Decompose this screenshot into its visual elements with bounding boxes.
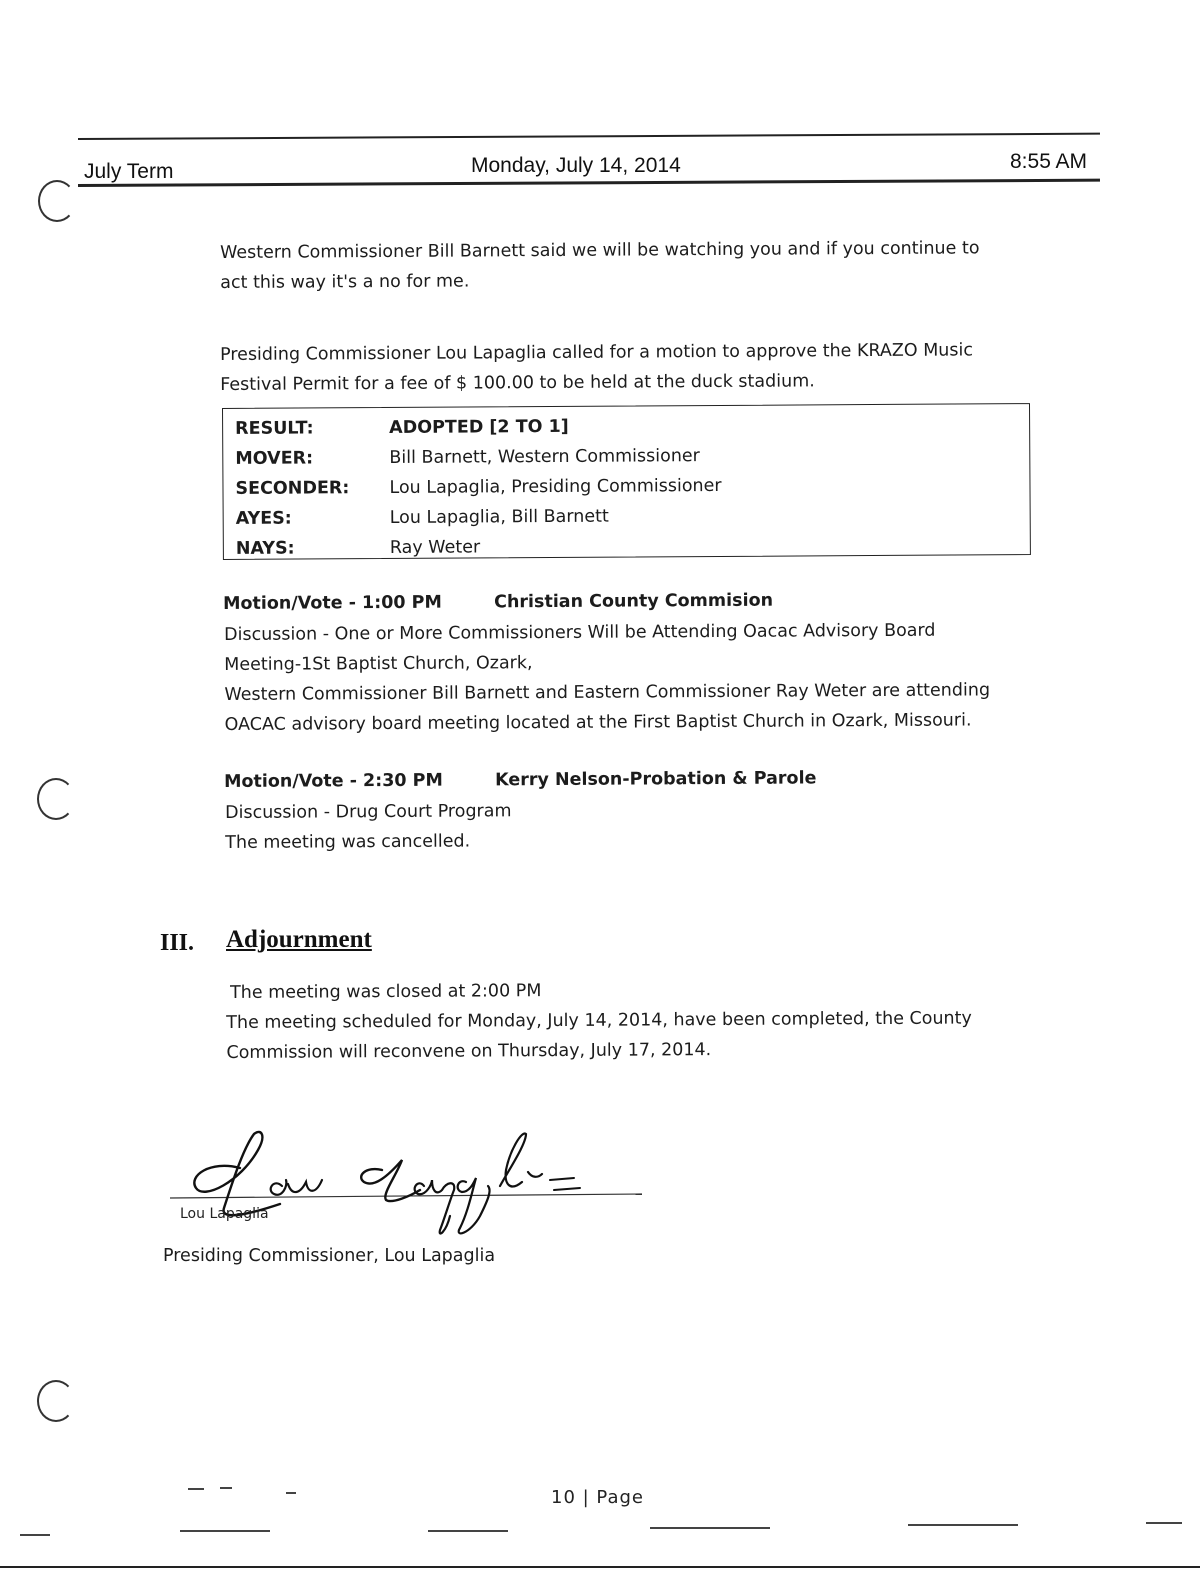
agenda-item-1-heading (223, 591, 773, 614)
header-time: 8:55 AM (1010, 150, 1088, 173)
adjournment-line: Commission will reconvene on Thursday, July 17, 2014. (226, 1040, 712, 1064)
agenda-item-line: OACAC advisory board meeting located at the First Baptist Church in Ozark, Missouri. (224, 710, 972, 735)
scan-artifact (20, 1534, 50, 1536)
vote-result-box (222, 403, 1031, 560)
handwritten-signature (170, 1120, 650, 1250)
scan-artifact (180, 1530, 270, 1532)
scan-artifact (908, 1524, 1018, 1526)
paragraph-line: Western Commissioner Bill Barnett said we will be watching you and if you continue to (220, 238, 980, 263)
vote-label: MOVER: (235, 448, 314, 469)
barnett-statement (220, 233, 1040, 298)
hole-punch-mark-middle (37, 778, 75, 820)
agenda-item-line: Discussion - Drug Court Program (225, 801, 512, 823)
adjournment-body (226, 973, 1051, 1068)
agenda-item-time: Motion/Vote - 1:00 PM (223, 592, 442, 614)
motion-call (220, 335, 1040, 400)
hole-punch-mark-bottom (37, 1380, 75, 1422)
scan-edge-line (0, 1566, 1200, 1568)
agenda-item-2-heading (224, 768, 816, 792)
scan-artifact (188, 1488, 204, 1490)
agenda-item-2-body (225, 793, 1025, 858)
agenda-item-line: Western Commissioner Bill Barnett and Eastern Commissioner Ray Weter are attending (224, 680, 991, 705)
header-rule-bottom (78, 179, 1100, 187)
adjournment-line: The meeting scheduled for Monday, July 14, 2014, have been completed, the County (226, 1008, 972, 1034)
vote-value: Lou Lapaglia, Bill Barnett (389, 506, 609, 528)
adjournment-line: The meeting was closed at 2:00 PM (230, 981, 542, 1003)
agenda-item-subject: Kerry Nelson-Probation & Parole (495, 768, 817, 791)
section-title: Adjournment (226, 926, 372, 953)
agenda-item-subject: Christian County Commision (494, 590, 774, 613)
vote-label: NAYS: (235, 538, 295, 559)
agenda-item-1-body (224, 615, 1065, 740)
agenda-item-time: Motion/Vote - 2:30 PM (224, 770, 443, 792)
hole-punch-mark-top (38, 180, 76, 222)
page-number: 10 | Page (551, 1487, 644, 1508)
paragraph-line: Presiding Commissioner Lou Lapaglia called for a motion to approve the KRAZO Music (220, 340, 974, 365)
section-number: III. (160, 930, 195, 956)
paragraph-line: act this way it's a no for me. (220, 271, 470, 293)
scan-artifact (1146, 1522, 1182, 1524)
agenda-item-line: Discussion - One or More Commissioners Will be Attending Oacac Advisory Board (224, 620, 936, 645)
header-term: July Term (84, 160, 174, 183)
agenda-item-line: The meeting was cancelled. (225, 831, 471, 853)
vote-value: Ray Weter (389, 537, 481, 558)
scan-artifact (650, 1527, 770, 1529)
header-rule-top (78, 133, 1100, 140)
paragraph-line: Festival Permit for a fee of $ 100.00 to be held at the duck stadium. (220, 371, 815, 395)
agenda-item-line: Meeting-1St Baptist Church, Ozark, (224, 653, 533, 675)
scan-artifact (286, 1492, 296, 1494)
scan-artifact (220, 1487, 232, 1489)
vote-value: ADOPTED [2 TO 1] (389, 416, 569, 438)
scan-artifact (428, 1530, 508, 1532)
signature-printed-name: Lou Lapaglia (180, 1206, 269, 1222)
vote-label: RESULT: (235, 418, 314, 439)
vote-value: Bill Barnett, Western Commissioner (389, 446, 700, 468)
signature-title: Presiding Commissioner, Lou Lapaglia (163, 1246, 496, 1266)
vote-value: Lou Lapaglia, Presiding Commissioner (389, 475, 722, 498)
vote-label: SECONDER: (235, 478, 350, 499)
vote-label: AYES: (235, 508, 292, 529)
header-date: Monday, July 14, 2014 (471, 154, 681, 177)
